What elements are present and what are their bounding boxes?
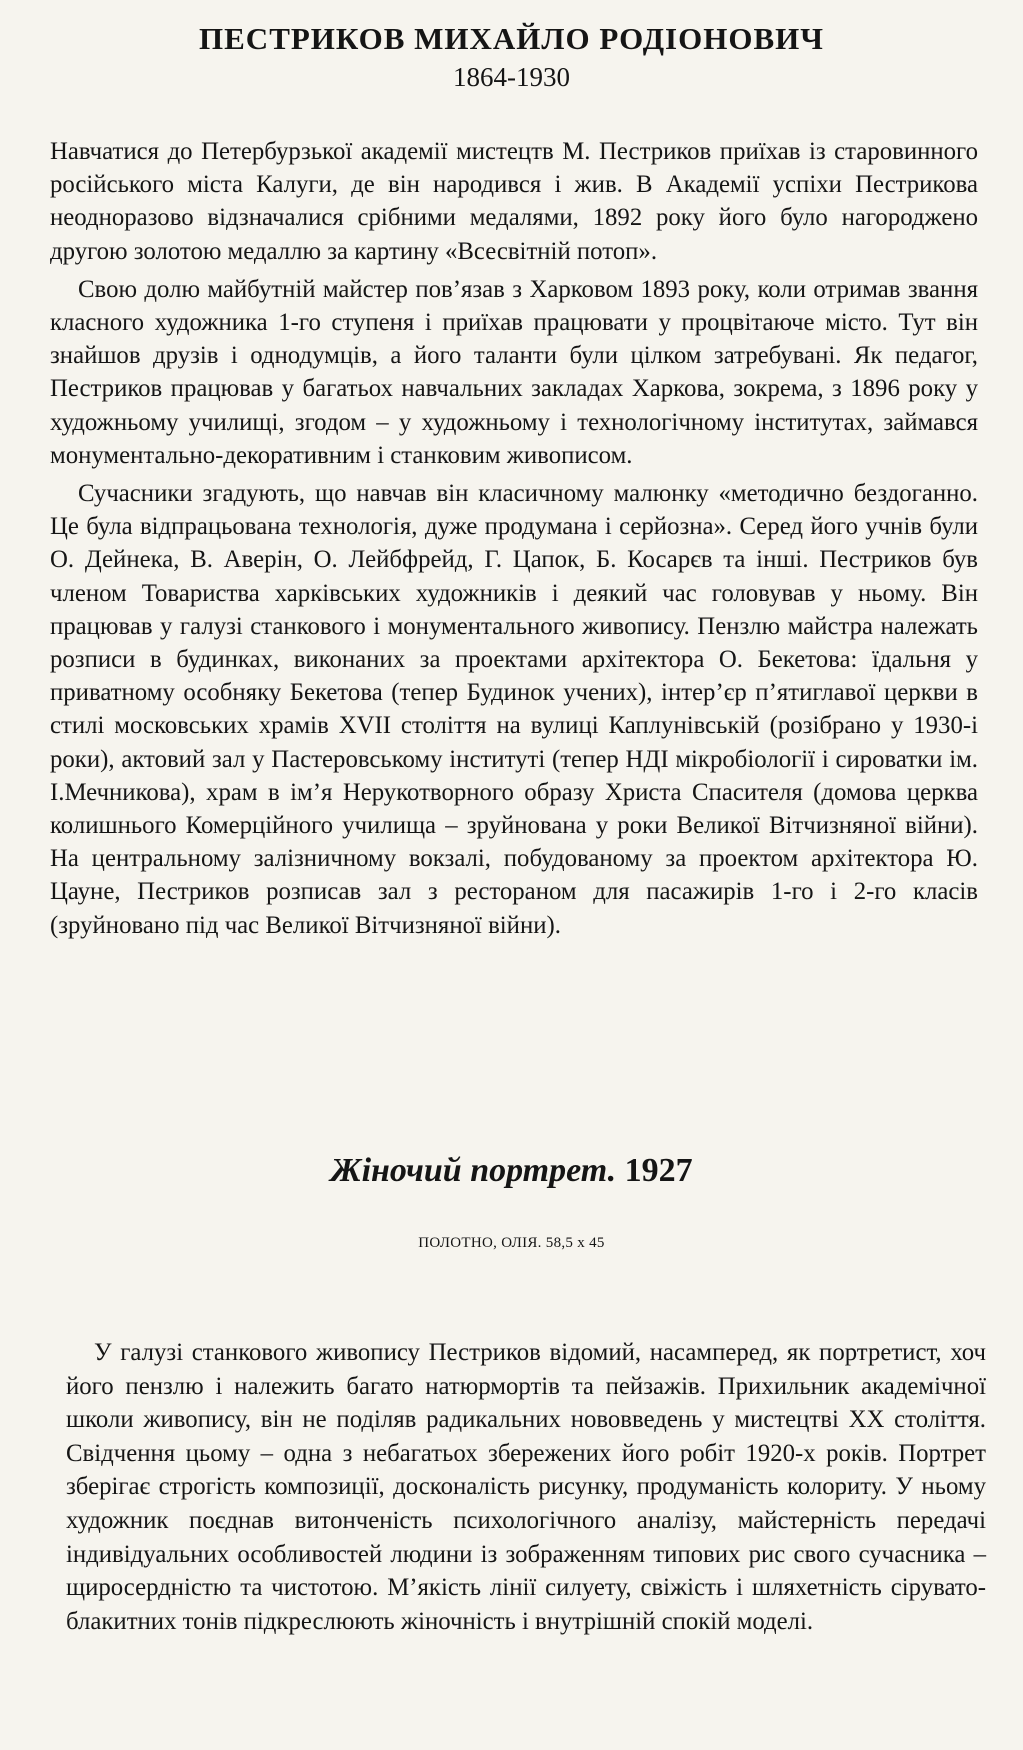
biography-paragraph: Свою долю майбутній майстер пов’язав з Харковом 1893 року, коли отримав звання класного художника 1-го ступеня і приїхав працювати у процвітаюче місто. Тут він знайшов друзів і однодумців, а його таланти були цілком затребувані. Як педагог, Пестриков працював у багатьох навчальних закладах Харкова, зокрема, з 1896 року у художньому училищі, згодом – у художньому і технологічному інститутах, займався монументально-декоративним і станковим живописом. [50,275,978,469]
artwork-medium: ПОЛОТНО, ОЛІЯ. 58,5 x 45 [418,1235,605,1251]
biography-section [50,135,978,947]
artist-years: 1864-1930 [453,62,570,92]
artwork-title-text: Жіночий портрет. [330,1152,617,1189]
artwork-year: 1927 [624,1152,693,1189]
artist-name: ПЕСТРИКОВ МИХАЙЛО РОДІОНОВИЧ [199,21,824,56]
biography-paragraph: Навчатися до Петербурзької академії мистецтв М. Пестриков приїхав із старовинного російського міста Калуги, де він народився і жив. В Академії успіхи Пестрикова неодноразово відзначалися срібними медалями, 1892 року його було нагороджено другою золотою медаллю за картину «Всесвітній потоп». [50,138,978,265]
biography-paragraph: Сучасники згадують, що навчав він класичному малюнку «методично бездоганно. Це була відпрацьована технологія, дуже продумана і серйозна». Серед його учнів були О. Дейнека, В. Аверін, О. Лейбфрейд, Г. Цапок, Б. Косарєв та інші. Пестриков був членом Товариства харківських художників і деякий час головував у ньому. Він працював у галузі станкового і монументального живопису. Пензлю майстра належать розписи в будинках, виконаних за проектами архітектора О. Бекетова: їдальня у приватному особняку Бекетова (тепер Будинок учених), інтер’єр п’ятиглавої церкви в стилі московських храмів XVII століття на вулиці Каплунівській (розібрано у 1930-і роки), актовий зал у Пастеровському інституті (тепер НДІ мікробіології і сироватки ім. І.Мечникова), храм в ім’я Нерукотворного образу Христа Спасителя (домова церква колишнього Комерційного училища – зруйнована у роки Великої Вітчизняної війни). На центральному залізничному вокзалі, побудованому за проектом архітектора Ю. Цауне, Пестриков розписав зал з рестораном для пасажирів 1-го і 2-го класів (зруйновано під час Великої Вітчизняної війни). [50,480,978,939]
description-paragraph: У галузі станкового живопису Пестриков відомий, насамперед, як портретист, хоч його пензлю і належить багато натюрмортів та пейзажів. Прихильник академічної школи живопису, він не поділяв радикальних нововведень у мистецтві XX століття. Свідчення цьому – одна з небагатьох збережених його робіт 1920-х років. Портрет зберігає строгість композиції, досконалість рисунку, продуманість колориту. У ньому художник поєднав витонченість психологічного аналізу, майстерність передачі індивідуальних особливостей людини із зображенням типових рис свого сучасника – щиросердністю та чистотою. М’якість лінії силуету, свіжість і шляхетність сірувато-блакитних тонів підкреслюють жіночність і внутрішній спокій моделі. [66,1339,986,1635]
artwork-description [66,1336,986,1643]
artist-header [0,20,1023,94]
artwork-title [0,1150,1023,1192]
